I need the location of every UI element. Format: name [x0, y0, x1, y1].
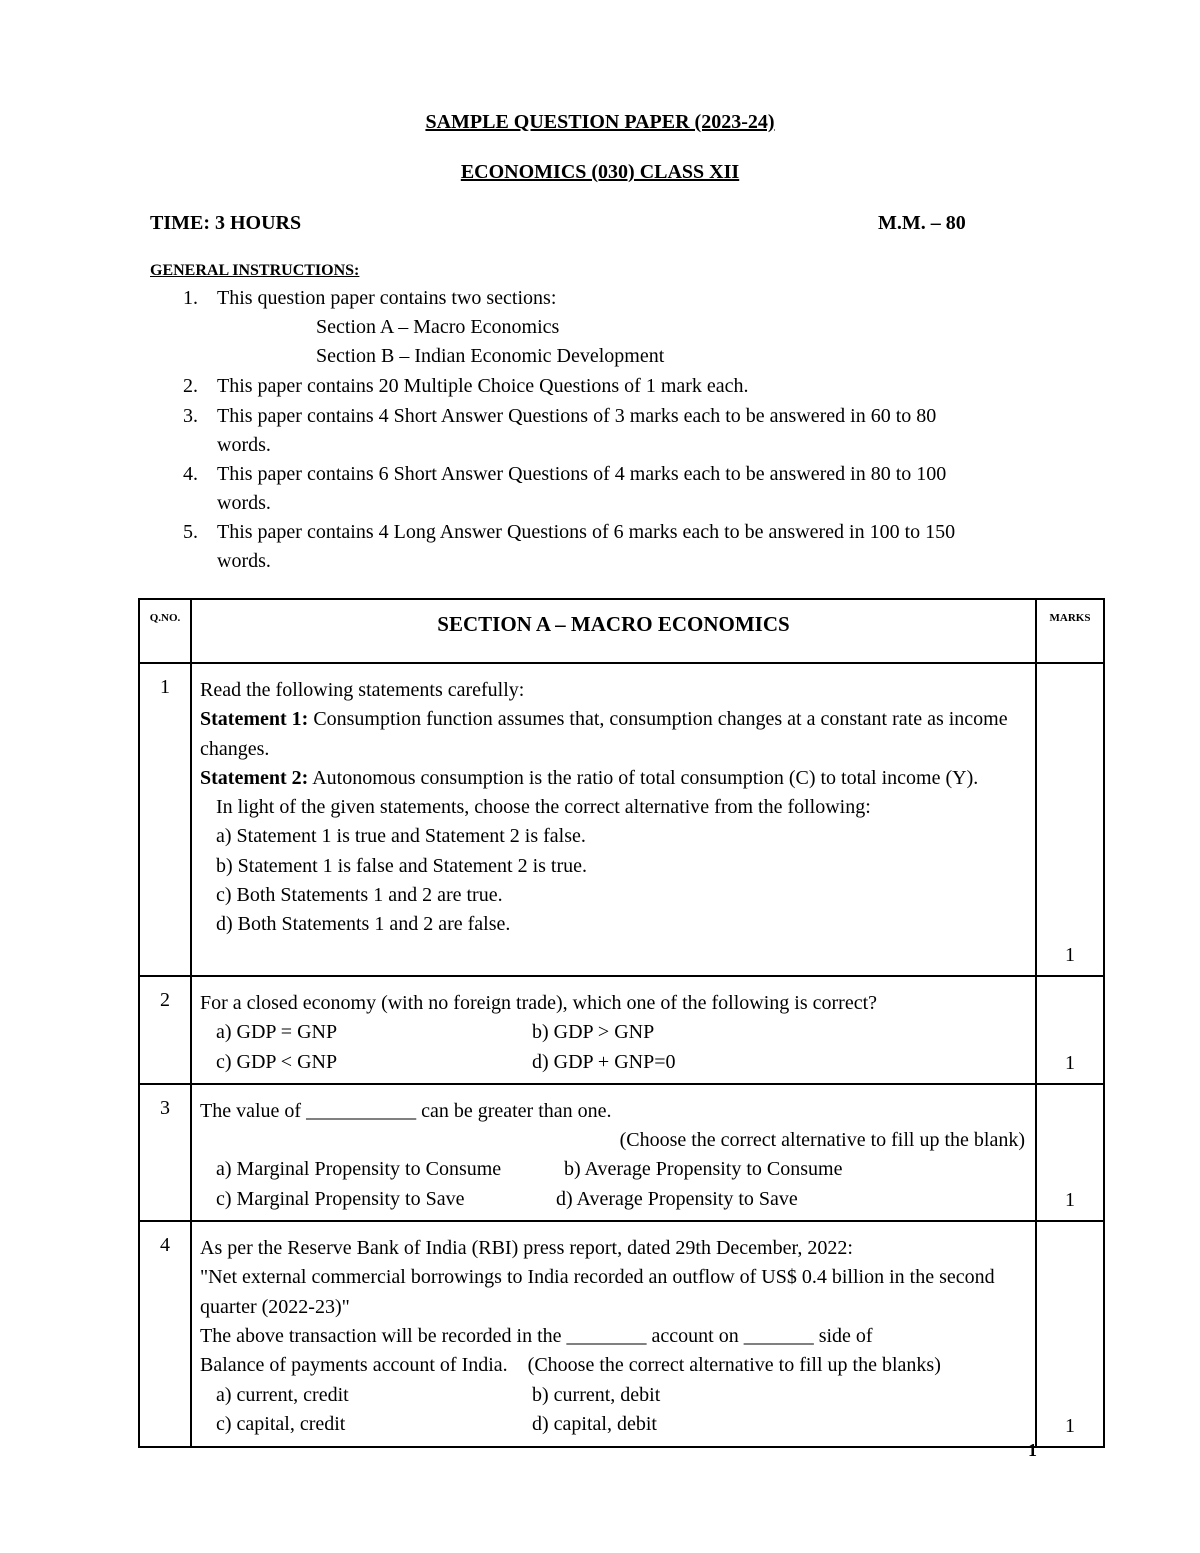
- question-marks: 1: [1036, 663, 1104, 976]
- instruction-item: 4. This paper contains 6 Short Answer Questions of 4 marks each to be answered in 80 to 100: [183, 463, 947, 485]
- instruction-number: 1.: [183, 287, 198, 309]
- question-body: The value of ___________ can be greater than one. (Choose the correct alternative to fill up the blank) a) Marginal Propensity to Consume b) Average Propensity to Consume c) Marginal Propensity to Save d) Average Propensity to Save: [191, 1084, 1036, 1221]
- question-body: Read the following statements carefully: Statement 1: Consumption function assumes that, consumption changes at a constant rate as income changes. Statement 2: Autonomous consumption is the ratio of total consumption (C) to total income (Y). In light of the given statements, choose the correct alternative from the following: a) Statement 1 is true and Statement 2 is false. b) Statement 1 is false and Statement 2 is true. c) Both Statements 1 and 2 are true. d) Both Statements 1 and 2 are false.: [191, 663, 1036, 976]
- instruction-item: 3. This paper contains 4 Short Answer Questions of 3 marks each to be answered in 60 to 80: [183, 405, 937, 427]
- instructions-list: [0, 284, 1200, 576]
- question-number: 1: [139, 663, 191, 976]
- section-a-line: Section A – Macro Economics: [316, 316, 560, 338]
- instructions-heading: GENERAL INSTRUCTIONS:: [150, 262, 360, 279]
- question-body: For a closed economy (with no foreign trade), which one of the following is correct? a) GDP = GNP b) GDP > GNP c) GDP < GNP d) GDP + GNP=0: [191, 976, 1036, 1084]
- paper-subject: ECONOMICS (030) CLASS XII: [460, 161, 740, 183]
- instruction-cont: words.: [217, 550, 271, 572]
- question-table: [138, 598, 1105, 1448]
- table-row: [139, 976, 1104, 1084]
- instruction-cont: words.: [217, 434, 271, 456]
- paper-title: SAMPLE QUESTION PAPER (2023-24): [425, 111, 775, 133]
- option: c) capital, credit: [216, 1412, 346, 1435]
- qno-header: Q.NO.: [139, 599, 191, 663]
- question-number: 4: [139, 1221, 191, 1447]
- option: c) Both Statements 1 and 2 are true.: [216, 884, 503, 907]
- option: d) GDP + GNP=0: [532, 1050, 676, 1073]
- table-row: [139, 1221, 1104, 1447]
- table-header-row: [139, 599, 1104, 663]
- page-number: 1: [1028, 1440, 1037, 1460]
- option: c) Marginal Propensity to Save: [216, 1187, 465, 1210]
- instruction-item: 2. This paper contains 20 Multiple Choice Questions of 1 mark each.: [183, 375, 749, 397]
- time-label: TIME: 3 HOURS: [150, 212, 302, 234]
- instruction-cont: words.: [217, 492, 271, 514]
- option: a) Marginal Propensity to Consume: [216, 1158, 502, 1181]
- option: d) capital, debit: [532, 1412, 657, 1435]
- question-marks: 1: [1036, 1084, 1104, 1221]
- option: d) Average Propensity to Save: [556, 1187, 798, 1210]
- option: b) Average Propensity to Consume: [564, 1158, 843, 1181]
- option: b) Statement 1 is false and Statement 2 is true.: [216, 854, 588, 877]
- section-b-line: Section B – Indian Economic Development: [316, 345, 665, 367]
- option: a) Statement 1 is true and Statement 2 is false.: [216, 825, 586, 848]
- option: b) GDP > GNP: [532, 1021, 655, 1044]
- instruction-text: This question paper contains two sections:: [217, 287, 557, 309]
- table-row: [139, 663, 1104, 976]
- instruction-item: 5. This paper contains 4 Long Answer Questions of 6 marks each to be answered in 100 to 150: [183, 521, 956, 543]
- section-title: SECTION A – MACRO ECONOMICS: [191, 599, 1036, 663]
- max-marks-label: M.M. – 80: [878, 212, 966, 234]
- option: d) Both Statements 1 and 2 are false.: [216, 913, 511, 936]
- table-row: [139, 1084, 1104, 1221]
- question-number: 2: [139, 976, 191, 1084]
- option: a) GDP = GNP: [216, 1021, 338, 1044]
- question-body: As per the Reserve Bank of India (RBI) press report, dated 29th December, 2022: "Net external commercial borrowings to India recorded an outflow of US$ 0.4 billion in the second quarter (2022-23)" The above transaction will be recorded in the ________ account on _______ side of Balance of payments account of India. (Choose the correct alternative to fill up the blanks) a) current, credit b) current, debit c) capital, credit d) capital, debit: [191, 1221, 1036, 1447]
- marks-header: MARKS: [1036, 599, 1104, 663]
- option: a) current, credit: [216, 1383, 349, 1406]
- question-marks: 1: [1036, 1221, 1104, 1447]
- question-number: 3: [139, 1084, 191, 1221]
- instruction-item: [0, 284, 1200, 313]
- option: c) GDP < GNP: [216, 1050, 338, 1073]
- option: b) current, debit: [532, 1383, 661, 1406]
- question-marks: 1: [1036, 976, 1104, 1084]
